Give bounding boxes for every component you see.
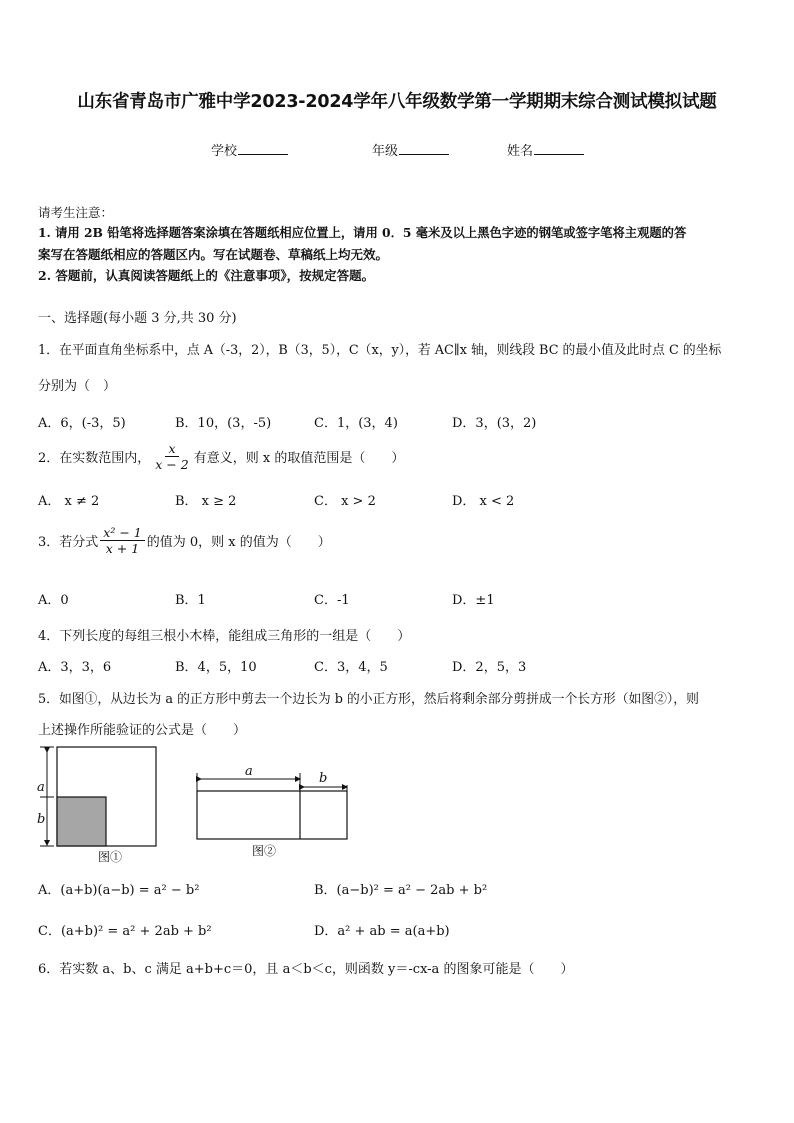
name-blank[interactable] <box>534 142 584 155</box>
q3-prefix: 3．若分式 <box>38 535 99 551</box>
q5-stem-line-2: 上述操作所能验证的公式是（ ） <box>38 723 247 738</box>
q4-option-b[interactable]: B．4，5，10 <box>175 660 257 675</box>
q1-option-d[interactable]: D．3，(3，2) <box>452 416 537 431</box>
q4-option-a[interactable]: A．3，3，6 <box>38 660 112 675</box>
fig1-caption: 图① <box>98 850 123 864</box>
figure-1 <box>30 740 170 865</box>
notice-line-2: 案写在答题纸相应的答题区内。写在试题卷、草稿纸上均无效。 <box>38 247 389 262</box>
q3-fraction-numerator: x² − 1 <box>100 526 144 541</box>
grade-field[interactable] <box>372 140 449 159</box>
notice-line-1: 1. 请用 2B 铅笔将选择题答案涂填在答题纸相应位置上，请用 0．5 毫米及以上黑色字迹的钢笔或签字笔将主观题的答 <box>38 225 687 240</box>
q6-stem: 6．若实数 a、b、c 满足 a+b+c＝0，且 a＜b＜c，则函数 y＝-cx-a 的图象可能是（ ） <box>38 962 574 977</box>
q2-option-d[interactable]: D． x < 2 <box>452 494 515 509</box>
rectangle <box>197 791 347 839</box>
figure-2 <box>190 765 355 845</box>
notice-line-3: 2. 答题前，认真阅读答题纸上的《注意事项》，按规定答题。 <box>38 268 375 283</box>
q5-stem-line-1: 5．如图①，从边长为 a 的正方形中剪去一个边长为 b 的小正方形，然后将剩余部分剪拼成一个长方形（如图②），则 <box>38 692 699 707</box>
q5-option-d[interactable]: D．a² + ab = a(a+b) <box>314 924 450 939</box>
fig2-label-a: a <box>245 764 253 779</box>
section-heading: 一、选择题(每小题 3 分,共 30 分) <box>38 311 237 326</box>
q1-option-c[interactable]: C．1，(3，4) <box>314 416 398 431</box>
fig2-caption: 图② <box>252 844 277 858</box>
q5-option-a[interactable]: A．(a+b)(a−b) = a² − b² <box>38 883 200 898</box>
q2-prefix: 2．在实数范围内， <box>38 451 151 467</box>
fig2-label-b: b <box>319 771 328 786</box>
fig1-label-a: a <box>37 780 45 795</box>
school-blank[interactable] <box>238 142 288 155</box>
name-field[interactable] <box>507 140 584 159</box>
q4-stem: 4．下列长度的每组三根小木棒，能组成三角形的一组是（ ） <box>38 629 411 644</box>
q3-option-c[interactable]: C．-1 <box>314 593 350 608</box>
q3-option-d[interactable]: D．±1 <box>452 593 495 608</box>
q3-fraction <box>100 526 144 555</box>
q2-option-c[interactable]: C． x > 2 <box>314 494 376 509</box>
q4-option-c[interactable]: C．3，4，5 <box>314 660 388 675</box>
name-label: 姓名 <box>507 144 534 159</box>
fig1-label-b: b <box>37 812 46 827</box>
grade-blank[interactable] <box>399 142 449 155</box>
small-square <box>57 797 106 846</box>
school-field[interactable] <box>211 140 288 159</box>
q2-suffix: 有意义，则 x 的取值范围是（ ） <box>193 451 405 467</box>
q4-option-d[interactable]: D．2，5，3 <box>452 660 527 675</box>
q1-stem-line-2: 分别为（ ） <box>38 379 117 394</box>
q3-suffix: 的值为 0，则 x 的值为（ ） <box>146 535 331 551</box>
q2-fraction <box>152 442 191 471</box>
q3-fraction-denominator: x + 1 <box>105 541 140 557</box>
q1-stem-line-1: 1．在平面直角坐标系中，点 A（-3，2），B（3，5），C（x，y），若 AC∥x 轴，则线段 BC 的最小值及此时点 C 的坐标 <box>38 343 722 358</box>
q5-option-c[interactable]: C．(a+b)² = a² + 2ab + b² <box>38 924 212 939</box>
q3-stem <box>38 526 331 555</box>
q3-option-a[interactable]: A．0 <box>38 593 69 608</box>
q2-option-a[interactable]: A． x ≠ 2 <box>38 494 100 509</box>
q2-fraction-denominator: x − 2 <box>155 457 189 473</box>
q2-fraction-numerator: x <box>165 442 178 457</box>
page-title: 山东省青岛市广雅中学2023-2024学年八年级数学第一学期期末综合测试模拟试题 <box>77 92 717 112</box>
q1-option-a[interactable]: A．6，(-3，5) <box>38 416 126 431</box>
q3-option-b[interactable]: B．1 <box>175 593 206 608</box>
school-label: 学校 <box>211 144 238 159</box>
q2-option-b[interactable]: B． x ≥ 2 <box>175 494 237 509</box>
q1-option-b[interactable]: B．10，(3，-5) <box>175 416 272 431</box>
grade-label: 年级 <box>372 144 399 159</box>
notice-heading: 请考生注意： <box>38 205 114 220</box>
q5-option-b[interactable]: B．(a−b)² = a² − 2ab + b² <box>314 883 488 898</box>
q2-stem <box>38 442 404 471</box>
